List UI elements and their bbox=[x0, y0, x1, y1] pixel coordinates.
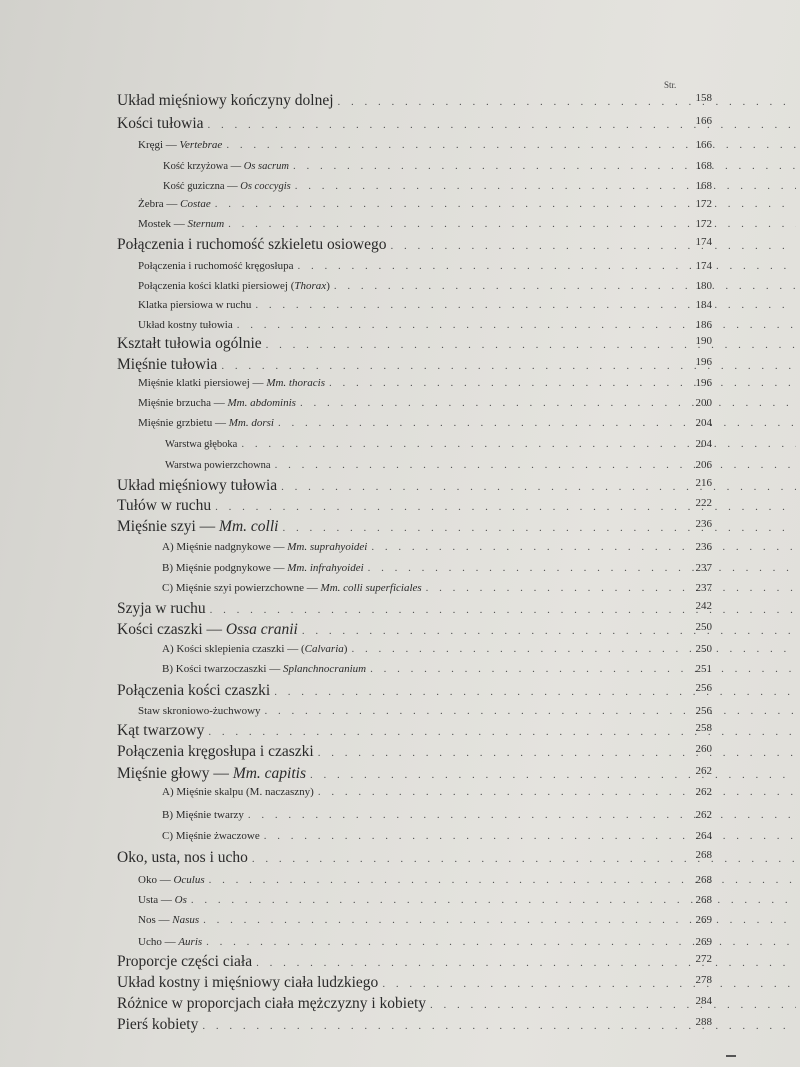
toc-entry-title: Warstwa powierzchowna bbox=[165, 460, 271, 471]
leader-dots bbox=[252, 853, 796, 865]
toc-page-number: 262 bbox=[695, 765, 712, 777]
leader-dots bbox=[248, 809, 796, 821]
leader-dots bbox=[351, 643, 796, 655]
toc-page-number: 278 bbox=[695, 974, 712, 986]
toc-entry-title: Kości tułowia bbox=[117, 115, 204, 132]
toc-page-number: 250 bbox=[695, 621, 712, 633]
toc-entry-title: Połączenia kości klatki piersiowej (Thorax) bbox=[138, 280, 330, 292]
toc-entry-title: Mięśnie szyi — Mm. colli bbox=[117, 518, 279, 535]
toc-entry-title: Połączenia i ruchomość kręgosłupa bbox=[138, 260, 294, 272]
leader-dots bbox=[297, 260, 796, 272]
toc-entry-title: B) Kości twarzoczaszki — Splanchnocranium bbox=[162, 663, 367, 675]
toc-entry bbox=[0, 417, 800, 429]
toc-entry bbox=[0, 953, 800, 971]
toc-page-number: 180 bbox=[695, 280, 712, 292]
toc-entry bbox=[0, 849, 800, 867]
toc-entry bbox=[0, 541, 800, 553]
toc-entry bbox=[0, 180, 800, 192]
toc-entry bbox=[0, 743, 800, 761]
toc-page-number: 168 bbox=[695, 180, 712, 192]
leader-dots bbox=[256, 957, 796, 969]
toc-entry-title: Mięśnie brzucha — Mm. abdominis bbox=[138, 397, 296, 409]
toc-page-number: 204 bbox=[695, 438, 712, 450]
toc-entry bbox=[0, 160, 800, 172]
toc-entry bbox=[0, 705, 800, 717]
toc-entry-title: Połączenia kręgosłupa i czaszki bbox=[117, 743, 314, 760]
toc-entry-title: Mięśnie głowy — Mm. capitis bbox=[117, 765, 306, 782]
leader-dots bbox=[390, 240, 796, 252]
toc-entry-title: Różnice w proporcjach ciała mężczyzny i kobiety bbox=[117, 995, 427, 1012]
toc-page-number: 272 bbox=[695, 953, 712, 965]
toc-entry-title: C) Mięśnie żwaczowe bbox=[162, 830, 260, 842]
toc-entry-title: Mięśnie tułowia bbox=[117, 356, 218, 373]
toc-entry bbox=[0, 809, 800, 821]
leader-dots bbox=[264, 830, 796, 842]
toc-entry-title: Żebra — Costae bbox=[138, 198, 211, 210]
toc-entry bbox=[0, 914, 800, 926]
toc-page-number: 288 bbox=[695, 1016, 712, 1028]
toc-entry-title: Połączenia i ruchomość szkieletu osiowego bbox=[117, 236, 387, 253]
page-edge-mark bbox=[726, 1055, 736, 1057]
toc-page-number: 196 bbox=[695, 356, 712, 368]
leader-dots bbox=[329, 377, 796, 389]
leader-dots bbox=[318, 786, 796, 798]
toc-entry-title: Oko — Oculus bbox=[138, 874, 205, 886]
toc-entry bbox=[0, 459, 800, 471]
toc-page-number: 269 bbox=[695, 914, 712, 926]
toc-entry bbox=[0, 397, 800, 409]
leader-dots bbox=[368, 562, 796, 574]
toc-page-number: 251 bbox=[695, 663, 712, 675]
toc-page-number: 262 bbox=[695, 786, 712, 798]
toc-entry-title: Kształt tułowia ogólnie bbox=[117, 335, 262, 352]
toc-entry bbox=[0, 319, 800, 331]
toc-entry-title: Usta — Os bbox=[138, 894, 187, 906]
toc-entry bbox=[0, 356, 800, 374]
leader-dots bbox=[266, 339, 796, 351]
toc-entry-title: Mostek — Sternum bbox=[138, 218, 225, 230]
toc-page-number: 158 bbox=[695, 92, 712, 104]
toc-page-number: 284 bbox=[695, 995, 712, 1007]
leader-dots bbox=[426, 582, 796, 594]
leader-dots bbox=[237, 319, 796, 331]
toc-entry-title: Proporcje części ciała bbox=[117, 953, 253, 970]
toc-entry bbox=[0, 139, 800, 151]
toc-entry bbox=[0, 377, 800, 389]
leader-dots bbox=[318, 747, 796, 759]
toc-page-number: 216 bbox=[695, 477, 712, 489]
leader-dots bbox=[241, 438, 796, 450]
toc-page-number: 166 bbox=[695, 115, 712, 127]
toc-entry bbox=[0, 1016, 800, 1034]
toc-entry-title: Kość krzyżowa — Os sacrum bbox=[163, 161, 289, 172]
toc-entry-title: Kość guziczna — Os coccygis bbox=[163, 181, 291, 192]
toc-page-number: 172 bbox=[695, 218, 712, 230]
toc-entry bbox=[0, 236, 800, 254]
toc-page-number: 256 bbox=[695, 705, 712, 717]
toc-entry bbox=[0, 894, 800, 906]
toc-entry-title: Układ mięśniowy kończyny dolnej bbox=[117, 92, 334, 109]
toc-entry-title: Tułów w ruchu bbox=[117, 497, 212, 514]
toc-page-number: 206 bbox=[695, 459, 712, 471]
toc-entry bbox=[0, 518, 800, 536]
toc-page-number: 174 bbox=[695, 236, 712, 248]
toc-page-number: 190 bbox=[695, 335, 712, 347]
toc-entry-title: Układ mięśniowy tułowia bbox=[117, 477, 278, 494]
toc-page-number: 237 bbox=[695, 582, 712, 594]
leader-dots bbox=[310, 769, 796, 781]
leader-dots bbox=[293, 160, 796, 172]
toc-entry bbox=[0, 260, 800, 272]
toc-entry-title: Układ kostny i mięśniowy ciała ludzkiego bbox=[117, 974, 379, 991]
toc-page-number: 260 bbox=[695, 743, 712, 755]
toc-entry-title: Warstwa głęboka bbox=[165, 439, 238, 450]
toc-entry bbox=[0, 643, 800, 655]
toc-entry bbox=[0, 115, 800, 133]
toc-entry-title: Mięśnie grzbietu — Mm. dorsi bbox=[138, 417, 274, 429]
toc-entry-title: Układ kostny tułowia bbox=[138, 319, 233, 331]
toc-entry bbox=[0, 92, 800, 110]
toc-entry bbox=[0, 438, 800, 450]
toc-entry bbox=[0, 299, 800, 311]
toc-page-number: 269 bbox=[695, 936, 712, 948]
toc-page-number: 204 bbox=[695, 417, 712, 429]
toc-entry-title: Kąt twarzowy bbox=[117, 722, 205, 739]
toc-entry-title: Pierś kobiety bbox=[117, 1016, 199, 1033]
toc-entry-title: Kręgi — Vertebrae bbox=[138, 139, 223, 151]
toc-entry-title: Szyja w ruchu bbox=[117, 600, 206, 617]
toc-page-number: 250 bbox=[695, 643, 712, 655]
toc-entry-title: Klatka piersiowa w ruchu bbox=[138, 299, 252, 311]
toc-page-number: 168 bbox=[695, 160, 712, 172]
toc-page-number: 172 bbox=[695, 198, 712, 210]
toc-page-number: 222 bbox=[695, 497, 712, 509]
toc-entry bbox=[0, 663, 800, 675]
toc-page-number: 166 bbox=[695, 139, 712, 151]
toc-entry bbox=[0, 198, 800, 210]
toc-page-number: 184 bbox=[695, 299, 712, 311]
toc-entry-title: Połączenia kości czaszki bbox=[117, 682, 271, 699]
toc-entry bbox=[0, 874, 800, 886]
toc-page-number: 236 bbox=[695, 518, 712, 530]
leader-dots bbox=[371, 541, 796, 553]
toc-entry-title: Nos — Nasus bbox=[138, 914, 200, 926]
toc-entry-title: A) Kości sklepienia czaszki — (Calvaria) bbox=[162, 643, 348, 655]
toc-entry-title: Staw skroniowo-żuchwowy bbox=[138, 705, 261, 717]
toc-entry-title: C) Mięśnie szyi powierzchowne — Mm. colli superficiales bbox=[162, 582, 422, 594]
toc-page-number: 268 bbox=[695, 849, 712, 861]
leader-dots bbox=[382, 978, 796, 990]
toc-entry-title: A) Mięśnie skalpu (M. naczaszny) bbox=[162, 786, 314, 798]
leader-dots bbox=[338, 96, 796, 108]
toc-entry-title: Mięśnie klatki piersiowej — Mm. thoracis bbox=[138, 377, 325, 389]
toc-page-number: 262 bbox=[695, 809, 712, 821]
toc-page-number: 256 bbox=[695, 682, 712, 694]
leader-dots bbox=[282, 522, 796, 534]
toc-entry bbox=[0, 936, 800, 948]
toc-entry bbox=[0, 682, 800, 700]
toc-entry bbox=[0, 280, 800, 292]
toc-page-number: 258 bbox=[695, 722, 712, 734]
toc-entry bbox=[0, 600, 800, 618]
toc-page-number: 264 bbox=[695, 830, 712, 842]
leader-dots bbox=[370, 663, 796, 675]
toc-entry bbox=[0, 621, 800, 639]
toc-page-number: 196 bbox=[695, 377, 712, 389]
toc-entry bbox=[0, 974, 800, 992]
toc-entry bbox=[0, 562, 800, 574]
toc-page-number: 236 bbox=[695, 541, 712, 553]
toc-entry-title: Kości czaszki — Ossa cranii bbox=[117, 621, 298, 638]
toc-page-number: 242 bbox=[695, 600, 712, 612]
leader-dots bbox=[275, 459, 796, 471]
toc-entry bbox=[0, 722, 800, 740]
toc-page-number: 268 bbox=[695, 874, 712, 886]
toc-page-number: 200 bbox=[695, 397, 712, 409]
toc-page-number: 268 bbox=[695, 894, 712, 906]
toc-entry bbox=[0, 477, 800, 495]
toc-entry-title: Oko, usta, nos i ucho bbox=[117, 849, 248, 866]
leader-dots bbox=[302, 625, 796, 637]
leader-dots bbox=[281, 481, 796, 493]
leader-dots bbox=[430, 999, 796, 1011]
toc-page-number: 186 bbox=[695, 319, 712, 331]
toc-entry bbox=[0, 218, 800, 230]
toc-entry bbox=[0, 765, 800, 783]
toc-entry bbox=[0, 335, 800, 353]
toc-entry bbox=[0, 995, 800, 1013]
toc-page-number: 174 bbox=[695, 260, 712, 272]
toc-entry-title: A) Mięśnie nadgnykowe — Mm. suprahyoidei bbox=[162, 541, 368, 553]
page-column-label: Str. bbox=[664, 80, 677, 90]
toc-page-number: 237 bbox=[695, 562, 712, 574]
toc-entry-title: B) Mięśnie twarzy bbox=[162, 809, 244, 821]
toc-entry bbox=[0, 582, 800, 594]
leader-dots bbox=[278, 417, 796, 429]
leader-dots bbox=[334, 280, 796, 292]
toc-entry-title: Ucho — Auris bbox=[138, 936, 203, 948]
leader-dots bbox=[300, 397, 796, 409]
toc-entry-title: B) Mięśnie podgnykowe — Mm. infrahyoidei bbox=[162, 562, 364, 574]
leader-dots bbox=[255, 299, 796, 311]
leader-dots bbox=[265, 705, 796, 717]
leader-dots bbox=[295, 180, 796, 192]
leader-dots bbox=[274, 686, 796, 698]
toc-entry bbox=[0, 497, 800, 515]
toc-entry bbox=[0, 786, 800, 798]
toc-entry bbox=[0, 830, 800, 842]
